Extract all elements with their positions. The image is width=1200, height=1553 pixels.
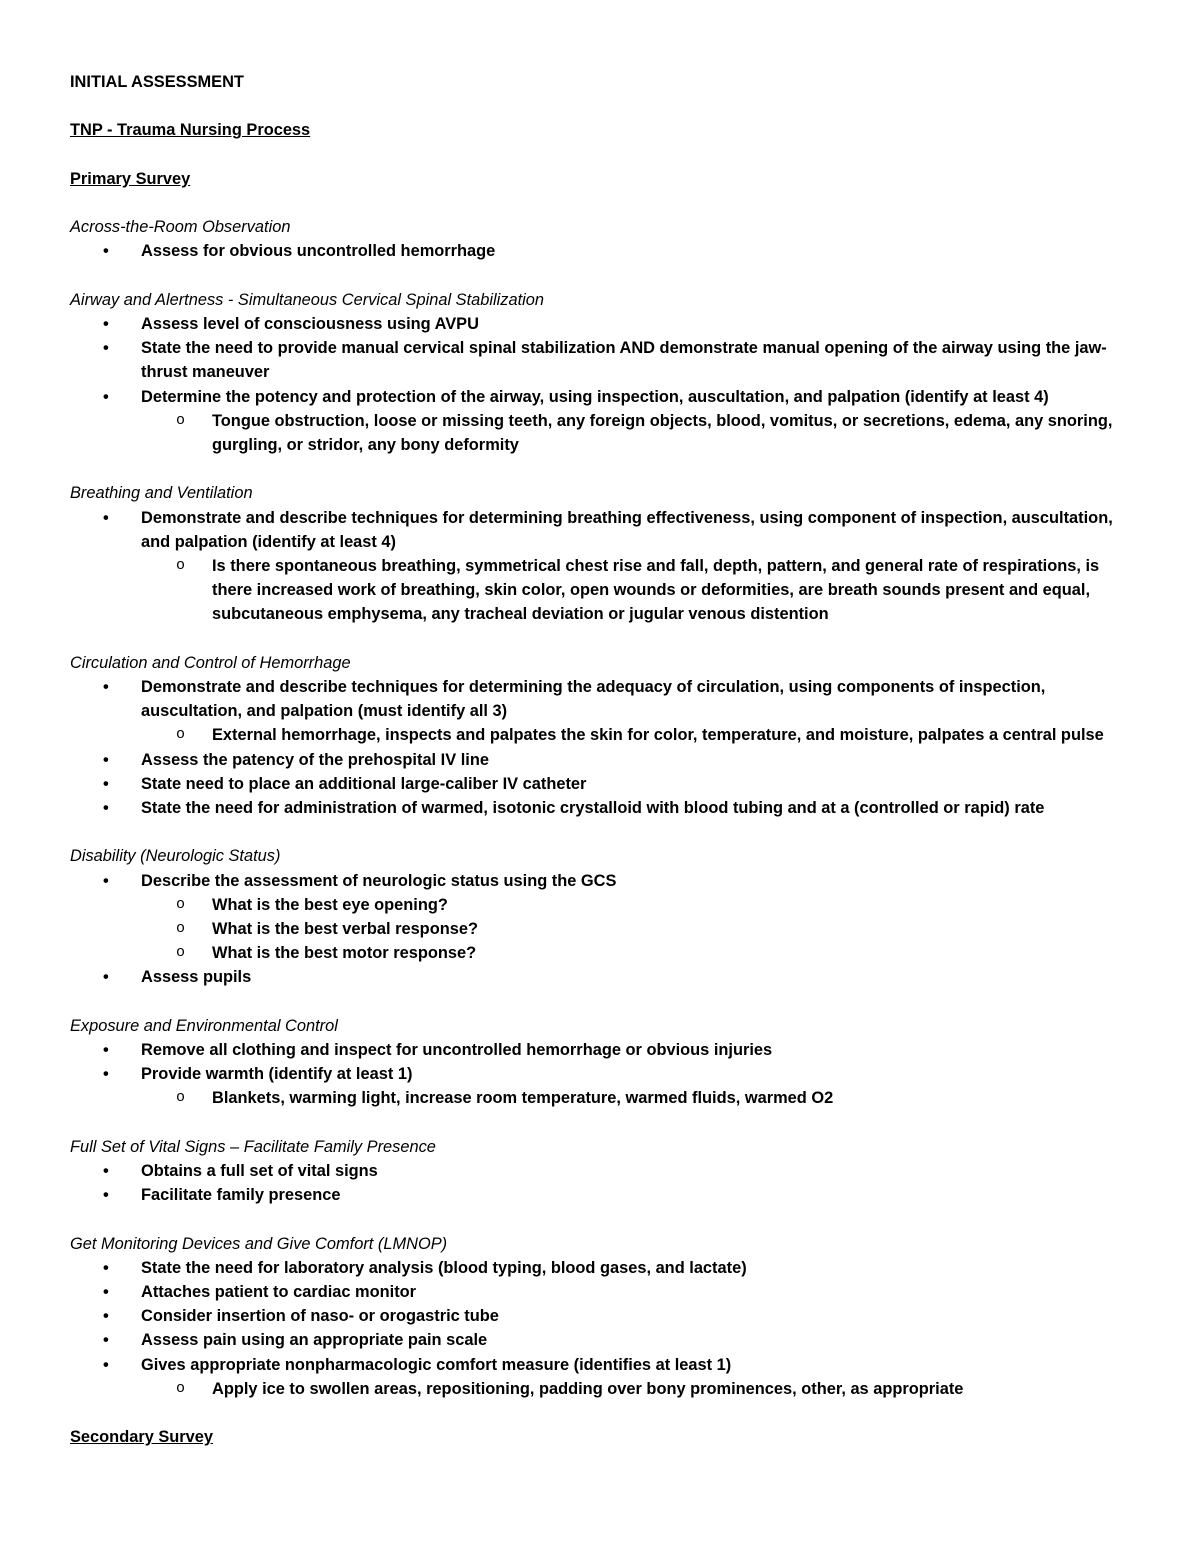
bullet-icon: • xyxy=(103,799,109,817)
list-item-text: Assess pain using an appropriate pain scale xyxy=(141,1331,488,1350)
bullet-list xyxy=(70,506,1135,627)
list-item-text: Provide warmth (identify at least 1) xyxy=(141,1065,413,1084)
sub-list-item-text: External hemorrhage, inspects and palpates the skin for color, temperature, and moisture, palpates a central pulse xyxy=(212,726,1104,745)
bullet-list xyxy=(70,1256,1135,1401)
section-title: Full Set of Vital Signs – Facilitate Family Presence xyxy=(70,1137,436,1156)
bullet-icon: • xyxy=(103,968,109,987)
list-item-text: Demonstrate and describe techniques for determining the adequacy of circulation, using components of inspection, auscultation, and palpation (must identify all 3) xyxy=(141,677,1046,721)
sub-bullet-list xyxy=(141,1377,1135,1401)
bullet-list xyxy=(70,239,1135,263)
spacer xyxy=(70,191,1135,215)
bullet-icon: • xyxy=(103,750,109,769)
list-item-text: Consider insertion of naso- or orogastric tube xyxy=(141,1307,499,1326)
sub-bullet-icon: o xyxy=(176,1089,186,1107)
bullet-icon: • xyxy=(103,774,109,793)
section-title: Disability (Neurologic Status) xyxy=(70,847,281,866)
sub-bullet-list xyxy=(141,409,1135,457)
bullet-icon: • xyxy=(103,339,109,358)
list-item-text: Assess level of consciousness using AVPU xyxy=(141,314,479,333)
bullet-icon: • xyxy=(103,1065,109,1084)
sub-list-item xyxy=(176,723,1135,747)
sub-list-item xyxy=(176,1086,1135,1110)
list-item xyxy=(103,506,1135,627)
list-item-text: Obtains a full set of vital signs xyxy=(141,1162,378,1180)
list-item-text: State the need to provide manual cervical spinal stabilization AND demonstrate manual opening of the airway using the jaw-thrust maneuver xyxy=(141,339,1107,382)
bullet-list xyxy=(70,312,1135,457)
list-item-text: Describe the assessment of neurologic status using the GCS xyxy=(141,871,617,890)
sub-list-item-text: Blankets, warming light, increase room temperature, warmed fluids, warmed O2 xyxy=(212,1089,834,1108)
spacer xyxy=(70,264,1135,288)
bullet-list xyxy=(70,675,1135,820)
bullet-icon: • xyxy=(103,508,109,527)
spacer xyxy=(70,990,1135,1014)
list-item xyxy=(103,965,1135,989)
sub-list-item-text: Is there spontaneous breathing, symmetrical chest rise and fall, depth, pattern, and general rate of respirations, is there increased work of breathing, skin color, open wounds or deformities, are breath sounds present and equal, subcutaneous emphysema, any tracheal deviation or jugular venous distention xyxy=(212,556,1100,624)
spacer xyxy=(70,820,1135,844)
section-title: Across-the-Room Observation xyxy=(70,218,291,237)
sub-bullet-list xyxy=(141,554,1135,627)
sub-list-item xyxy=(176,554,1135,627)
list-item xyxy=(103,1304,1135,1328)
sub-list-item xyxy=(176,409,1135,457)
list-item xyxy=(103,239,1135,263)
list-item xyxy=(103,1353,1135,1401)
list-item-text: Assess pupils xyxy=(141,968,252,987)
bullet-icon: • xyxy=(103,242,109,261)
bullet-icon: • xyxy=(103,1186,109,1205)
list-item xyxy=(103,1280,1135,1304)
document-title: INITIAL ASSESSMENT xyxy=(70,73,244,91)
section-title: Airway and Alertness - Simultaneous Cervical Spinal Stabilization xyxy=(70,290,545,309)
sub-bullet-icon: o xyxy=(176,726,186,744)
list-item xyxy=(103,748,1135,772)
list-item xyxy=(103,336,1135,384)
list-item xyxy=(103,675,1135,748)
bullet-icon: • xyxy=(103,1331,109,1350)
sub-list-item xyxy=(176,941,1135,965)
bullet-list xyxy=(70,1038,1135,1111)
sub-list-item xyxy=(176,917,1135,941)
spacer xyxy=(70,1401,1135,1425)
secondary-survey-heading: Secondary Survey xyxy=(70,1428,214,1447)
bullet-list xyxy=(70,869,1135,990)
bullet-icon: • xyxy=(103,1041,109,1059)
list-item xyxy=(103,796,1135,820)
list-item xyxy=(103,385,1135,458)
list-item xyxy=(103,1159,1135,1183)
list-item xyxy=(103,1183,1135,1207)
bullet-icon: • xyxy=(103,1162,109,1180)
spacer xyxy=(70,1111,1135,1135)
list-item-text: Facilitate family presence xyxy=(141,1186,341,1205)
spacer xyxy=(70,94,1135,118)
list-item-text: Remove all clothing and inspect for uncontrolled hemorrhage or obvious injuries xyxy=(141,1041,773,1059)
sub-bullet-icon: o xyxy=(176,1379,186,1397)
sub-list-item-text: Tongue obstruction, loose or missing teeth, any foreign objects, blood, vomitus, or secretions, edema, any snoring, gurgling, or stridor, any bony deformity xyxy=(212,411,1113,454)
section-title: Get Monitoring Devices and Give Comfort (LMNOP) xyxy=(70,1234,448,1253)
bullet-list xyxy=(70,1159,1135,1207)
bullet-icon: • xyxy=(103,1283,109,1301)
sub-list-item-text: What is the best verbal response? xyxy=(212,920,478,938)
list-item-text: State the need for administration of warmed, isotonic crystalloid with blood tubing and at a (controlled or rapid) rate xyxy=(141,799,1045,817)
list-item-text: Assess for obvious uncontrolled hemorrhage xyxy=(141,242,496,261)
document-subtitle: TNP - Trauma Nursing Process xyxy=(70,121,311,140)
spacer xyxy=(70,143,1135,167)
sub-list-item xyxy=(176,893,1135,917)
list-item xyxy=(103,312,1135,336)
section-title: Circulation and Control of Hemorrhage xyxy=(70,653,351,672)
list-item xyxy=(103,1256,1135,1280)
list-item-text: Demonstrate and describe techniques for determining breathing effectiveness, using component of inspection, auscultation, and palpation (identify at least 4) xyxy=(141,508,1113,551)
list-item xyxy=(103,869,1135,966)
list-item xyxy=(103,1062,1135,1110)
bullet-icon: • xyxy=(103,871,109,890)
sub-bullet-list xyxy=(141,893,1135,966)
sub-list-item xyxy=(176,1377,1135,1401)
sub-list-item-text: Apply ice to swollen areas, repositioning, padding over bony prominences, other, as appropriate xyxy=(212,1379,964,1398)
sub-bullet-icon: o xyxy=(176,920,186,937)
document-page xyxy=(70,70,1135,1449)
sub-bullet-icon: o xyxy=(176,556,186,574)
bullet-icon: • xyxy=(103,314,109,333)
bullet-icon: • xyxy=(103,677,109,696)
spacer xyxy=(70,627,1135,651)
sub-bullet-icon: o xyxy=(176,411,186,429)
list-item-text: Assess the patency of the prehospital IV line xyxy=(141,750,489,769)
spacer xyxy=(70,457,1135,481)
section-title: Breathing and Ventilation xyxy=(70,484,253,503)
bullet-icon: • xyxy=(103,1355,109,1374)
sub-bullet-list xyxy=(141,1086,1135,1110)
list-item xyxy=(103,1038,1135,1062)
sub-bullet-icon: o xyxy=(176,944,186,962)
section-title: Exposure and Environmental Control xyxy=(70,1016,338,1035)
sub-list-item-text: What is the best motor response? xyxy=(212,944,477,963)
list-item xyxy=(103,772,1135,796)
list-item-text: State the need for laboratory analysis (blood typing, blood gases, and lactate) xyxy=(141,1258,747,1277)
list-item-text: Attaches patient to cardiac monitor xyxy=(141,1283,417,1301)
bullet-icon: • xyxy=(103,1258,109,1277)
bullet-icon: • xyxy=(103,387,109,406)
primary-survey-heading: Primary Survey xyxy=(70,169,191,188)
list-item-text: State need to place an additional large-caliber IV catheter xyxy=(141,774,587,793)
sub-bullet-icon: o xyxy=(176,895,186,913)
sub-bullet-list xyxy=(141,723,1135,747)
list-item xyxy=(103,1328,1135,1352)
bullet-icon: • xyxy=(103,1307,109,1326)
list-item-text: Gives appropriate nonpharmacologic comfort measure (identifies at least 1) xyxy=(141,1355,732,1374)
list-item-text: Determine the potency and protection of the airway, using inspection, auscultation, and palpation (identify at least 4) xyxy=(141,387,1049,406)
spacer xyxy=(70,1207,1135,1231)
sub-list-item-text: What is the best eye opening? xyxy=(212,895,448,914)
sections-container xyxy=(70,215,1135,1425)
